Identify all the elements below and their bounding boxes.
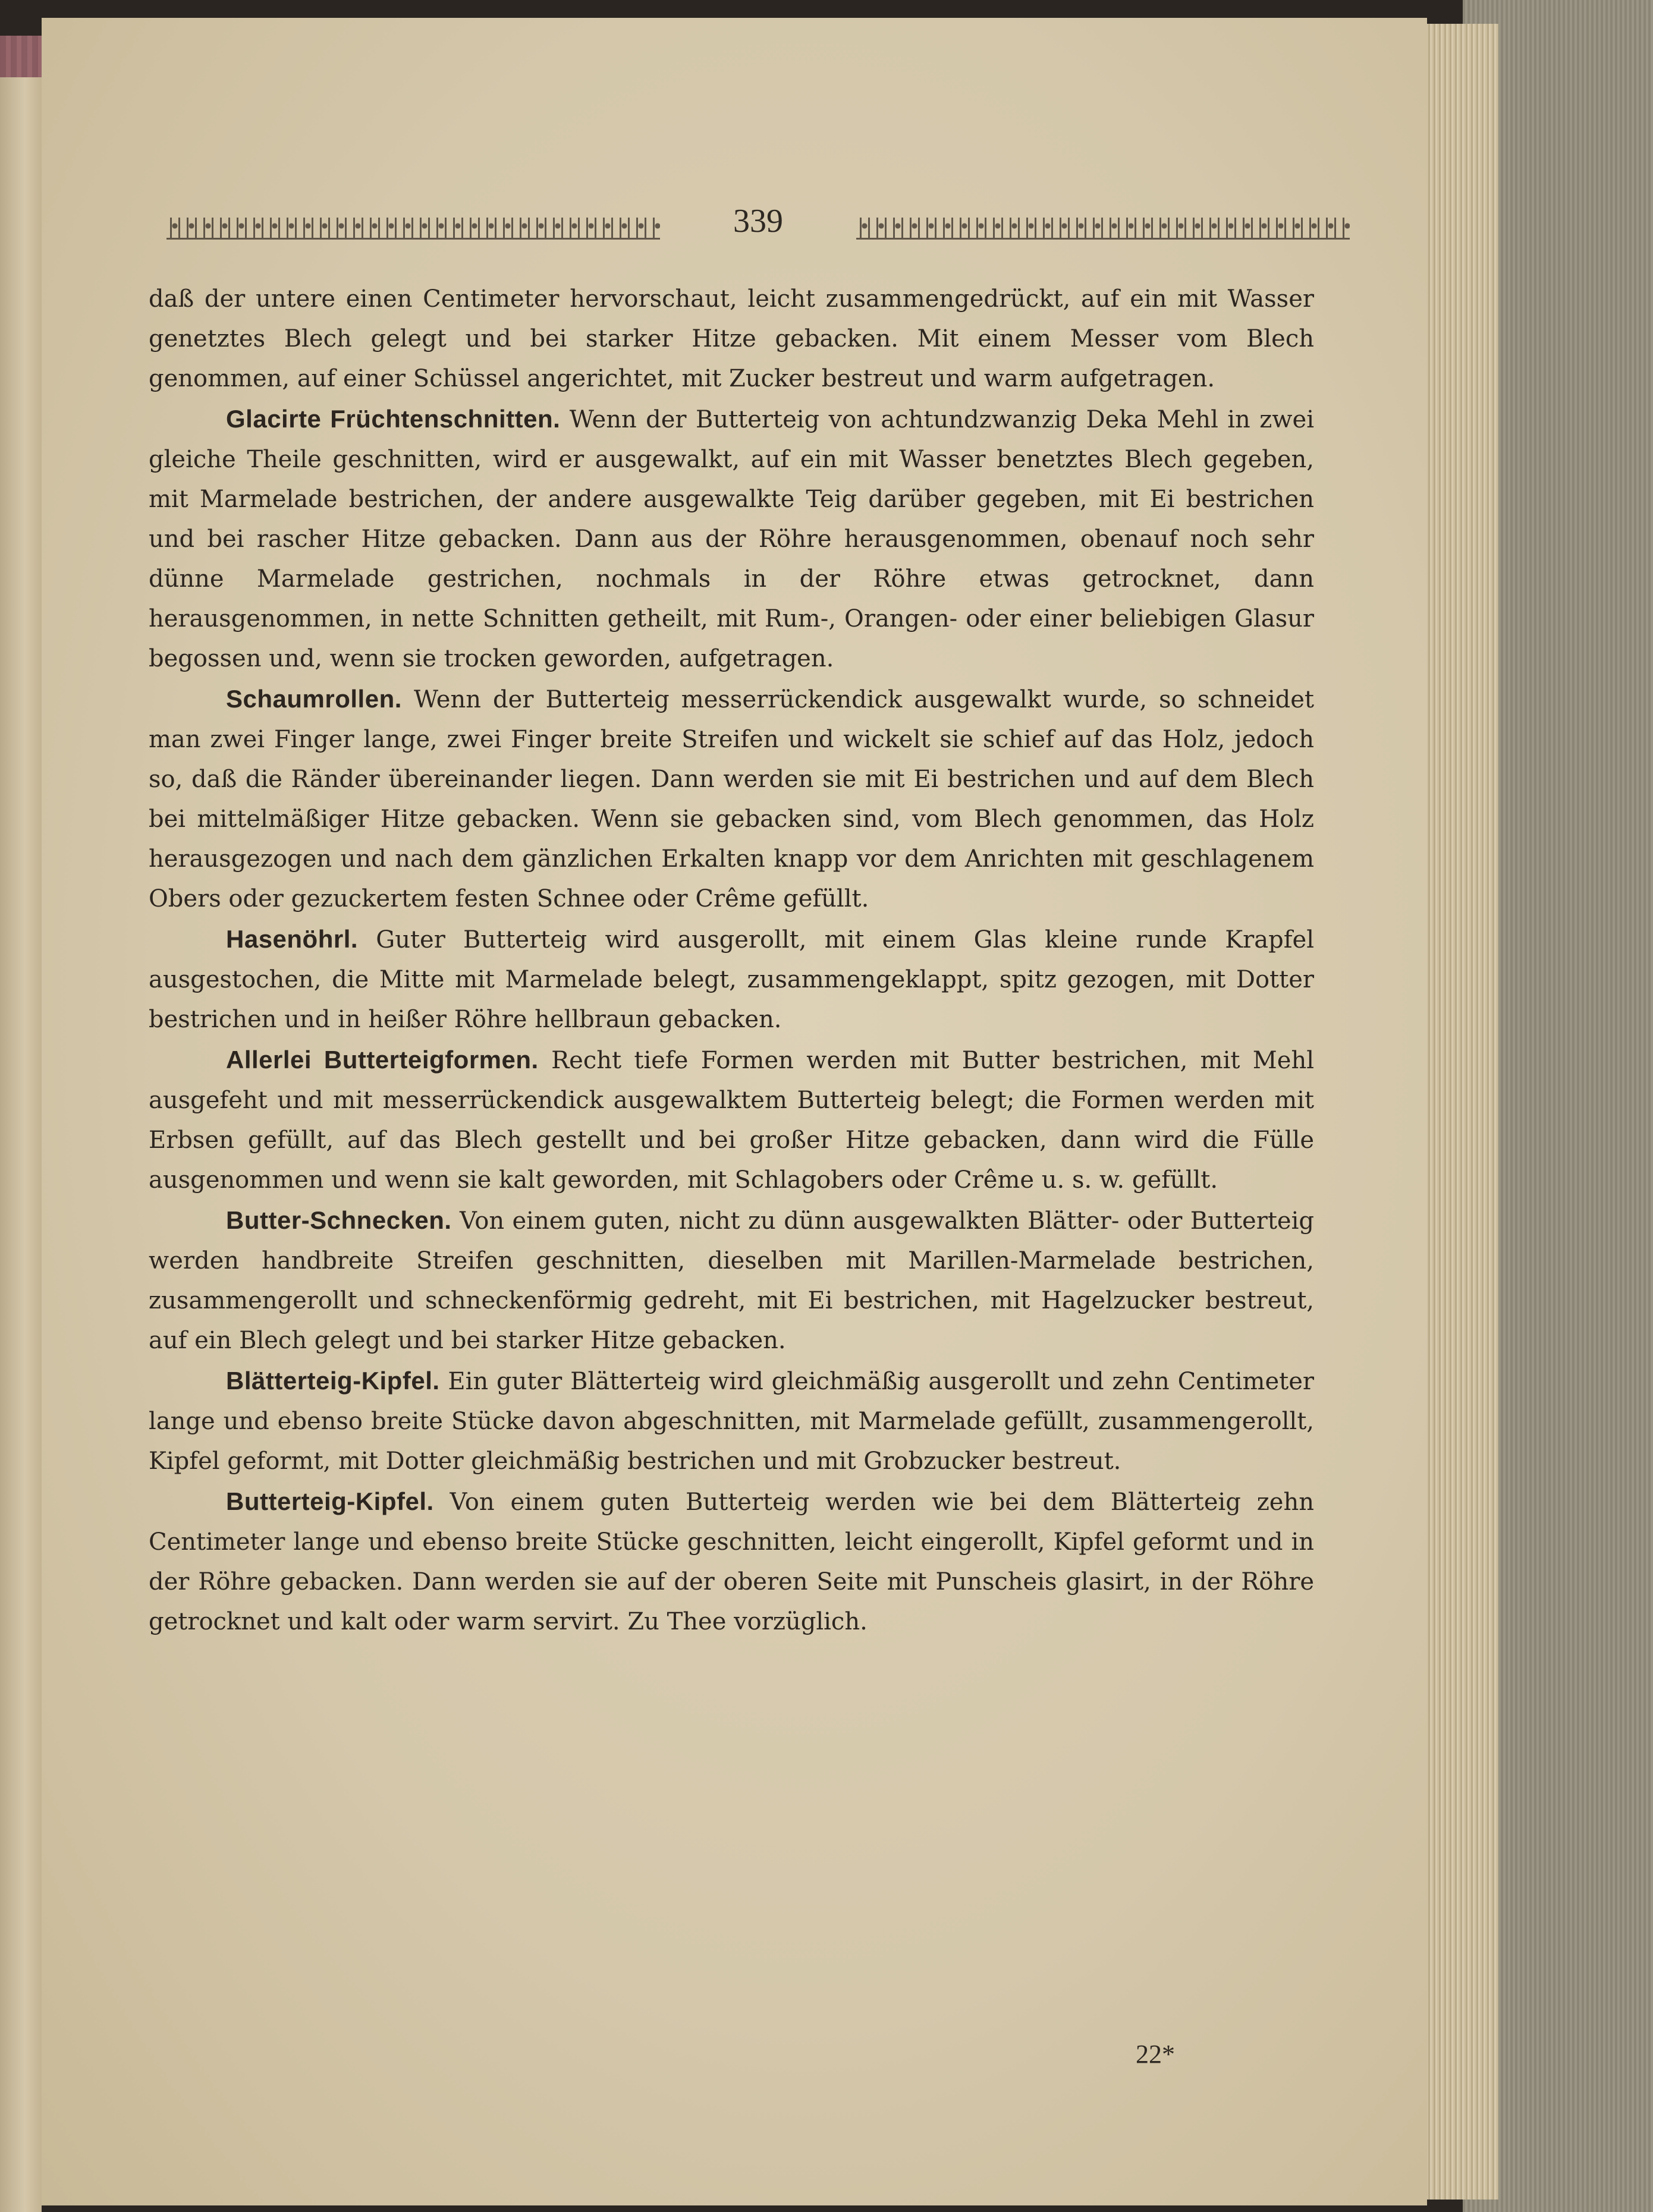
paragraph xyxy=(149,1040,1314,1200)
recipe-heading: Glacirte Früchtenschnitten. xyxy=(226,405,561,433)
paragraph xyxy=(149,399,1314,679)
recipe-heading: Schaumrollen. xyxy=(226,685,402,713)
page-stack-edges xyxy=(1421,24,1498,2200)
book-page xyxy=(42,18,1427,2205)
page-number: 339 xyxy=(733,203,783,240)
paragraph xyxy=(149,919,1314,1040)
paragraph-text: daß der untere einen Centimeter hervorschaut, leicht zusammengedrückt, auf ein mit Wasser genetztes Blech gelegt und bei starker Hitze gebacken. Mit einem Messer vom Blech genommen, auf einer Schüssel angerichtet, mit Zucker bestreut und warm aufgetragen. xyxy=(149,285,1314,392)
left-page-edge xyxy=(0,36,42,2212)
paragraph-text: Von einem guten Butterteig werden wie bei dem Blätterteig zehn Centimeter lange und ebenso breite Stücke geschnitten, leicht eingerollt, Kipfel geformt und in der Röhre gebacken. Dann werden sie auf der oberen Seite mit Punscheis glasirt, in der Röhre getrocknet und kalt oder warm servirt. Zu Thee vorzüglich. xyxy=(149,1489,1314,1635)
paragraph-text: Recht tiefe Formen werden mit Butter bestrichen, mit Mehl ausgefeht und mit messerrückendick ausgewalktem Butterteig belegt; die Formen werden mit Erbsen gefüllt, auf das Blech gestellt und bei großer Hitze gebacken, dann wird die Fülle ausgenommen und wenn sie kalt geworden, mit Schlagobers oder Crême u. s. w. gefüllt. xyxy=(149,1047,1314,1194)
paragraph xyxy=(149,1481,1314,1642)
paragraph xyxy=(149,1200,1314,1361)
recipe-heading: Butterteig-Kipfel. xyxy=(226,1487,434,1515)
ornament-right-icon xyxy=(856,218,1350,240)
printer-signature: 22* xyxy=(1136,2040,1175,2069)
recipe-heading: Allerlei Butterteigformen. xyxy=(226,1046,539,1074)
paragraph-text: Wenn der Butterteig messerrückendick ausgewalkt wurde, so schneidet man zwei Finger lange, zwei Finger breite Streifen und wickelt sie schief auf das Holz, jedoch so, daß die Ränder übereinander liegen. Dann werden sie mit Ei bestrichen und auf dem Blech bei mittelmäßiger Hitze gebacken. Wenn sie gebacken sind, vom Blech genommen, das Holz herausgezogen und nach dem gänzlichen Erkalten knapp vor dem Anrichten mit geschlagenem Obers oder gezuckertem festen Schnee oder Crême gefüllt. xyxy=(149,686,1314,913)
recipe-heading: Blätterteig-Kipfel. xyxy=(226,1367,440,1395)
paragraph xyxy=(149,1361,1314,1481)
paragraph-text: Von einem guten, nicht zu dünn ausgewalkten Blätter- oder Butterteig werden handbreite Streifen geschnitten, dieselben mit Marillen-Marmelade bestrichen, zusammengerollt und schneckenförmig gedreht, mit Ei bestrichen, mit Hagelzucker bestreut, auf ein Blech gelegt und bei starker Hitze gebacken. xyxy=(149,1207,1314,1354)
page-header xyxy=(166,202,1350,256)
paragraph-text: Ein guter Blätterteig wird gleichmäßig ausgerollt und zehn Centimeter lange und ebenso breite Stücke davon abgeschnitten, mit Marmelade gefüllt, zusammengerollt, Kipfel geformt, mit Dotter gleichmäßig bestrichen und mit Grobzucker bestreut. xyxy=(149,1368,1315,1475)
paragraph xyxy=(149,679,1314,919)
recipe-heading: Butter-Schnecken. xyxy=(226,1206,452,1234)
paragraph xyxy=(149,279,1314,399)
paragraph-text: Wenn der Butterteig von achtundzwanzig Deka Mehl in zwei gleiche Theile geschnitten, wird er ausgewalkt, auf ein mit Wasser benetztes Blech gegeben, mit Marmelade bestrichen, der andere ausgewalkte Teig darüber gegeben, mit Ei bestrichen und bei rascher Hitze gebacken. Dann aus der Röhre herausgenommen, obenauf noch sehr dünne Marmelade gestrichen, nochmals in der Röhre etwas getrocknet, dann herausgenommen, in nette Schnitten getheilt, mit Rum-, Orangen- oder einer beliebigen Glasur begossen und, wenn sie trocken geworden, aufgetragen. xyxy=(149,406,1314,672)
body-text xyxy=(149,279,1314,1642)
recipe-heading: Hasenöhrl. xyxy=(226,925,359,953)
paragraph-text: Guter Butterteig wird ausgerollt, mit einem Glas kleine runde Krapfel ausgestochen, die Mitte mit Marmelade belegt, zusammengeklappt, spitz gezogen, mit Dotter bestrichen und in heißer Röhre hellbraun gebacken. xyxy=(149,926,1314,1033)
